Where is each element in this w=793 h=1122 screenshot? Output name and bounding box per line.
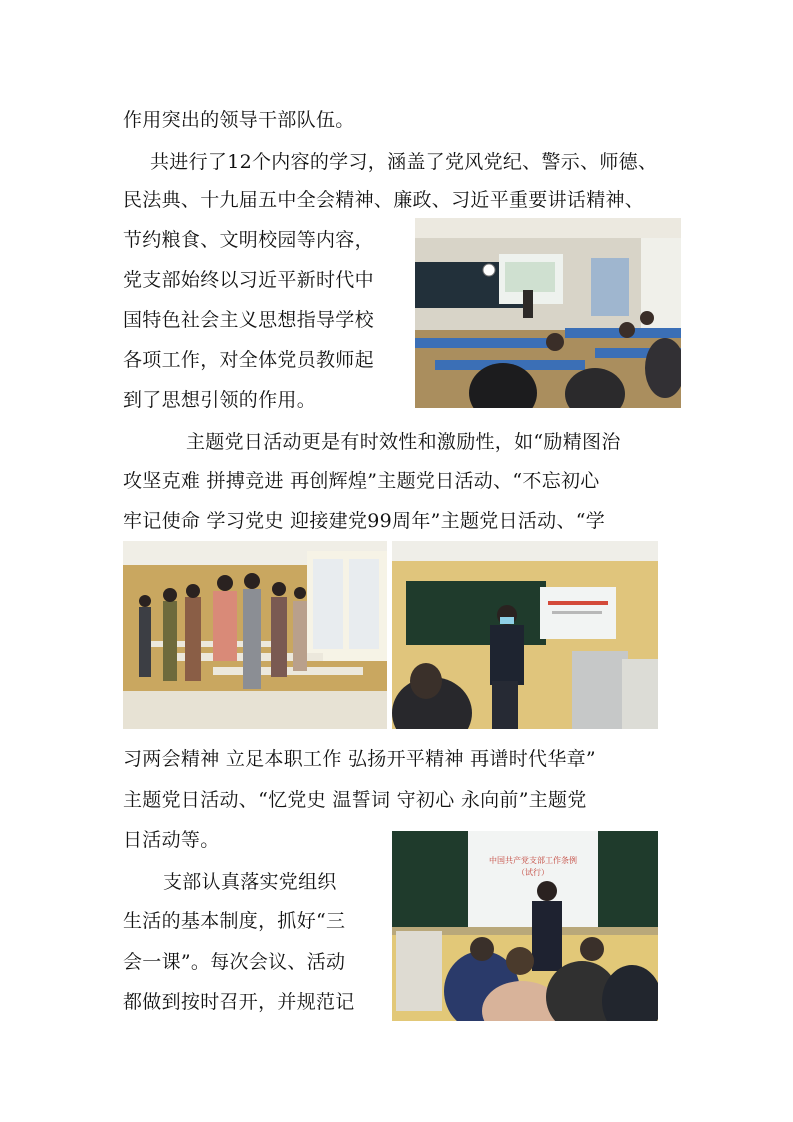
text-line: 节约粮食、文明校园等内容， [123, 229, 374, 251]
svg-text:中国共产党支部工作条例: 中国共产党支部工作条例 [489, 856, 577, 865]
text-line: 生活的基本制度，抓好“三 [123, 910, 346, 932]
svg-text:（试行）: （试行） [517, 868, 549, 877]
text-line: 作用突出的领导干部队伍。 [123, 109, 355, 131]
text-line: 习两会精神 立足本职工作 弘扬开平精神 再谱时代华章” [123, 748, 596, 770]
text-line: 主题党日活动更是有时效性和激励性，如“励精图治 [186, 431, 621, 453]
text-line: 支部认真落实党组织 [163, 871, 337, 893]
text-line: 国特色社会主义思想指导学校 [123, 309, 374, 331]
text-line: 都做到按时召开，并规范记 [123, 991, 355, 1013]
text-line: 共进行了12个内容的学习，涵盖了党风党纪、警示、师德、 [150, 151, 658, 173]
text-line: 会一课”。每次会议、活动 [123, 951, 346, 973]
text-line: 党支部始终以习近平新时代中 [123, 269, 374, 291]
photo-classroom-study [415, 218, 681, 408]
text-line: 主题党日活动、“忆党史 温誓词 守初心 永向前”主题党 [123, 789, 587, 811]
photo-speaker-lecture [392, 541, 658, 729]
text-line: 各项工作，对全体党员教师起 [123, 349, 374, 371]
text-line: 民法典、十九届五中全会精神、廉政、习近平重要讲话精神、 [123, 189, 645, 211]
text-line: 牢记使命 学习党史 迎接建党99周年”主题党日活动、“学 [123, 510, 606, 532]
text-line: 到了思想引领的作用。 [123, 389, 317, 411]
photo-presentation [392, 831, 658, 1021]
text-line: 日活动等。 [123, 829, 220, 851]
photo-oath-ceremony [123, 541, 387, 729]
text-line: 攻坚克难 拼搏竞进 再创辉煌”主题党日活动、“不忘初心 [123, 470, 600, 492]
